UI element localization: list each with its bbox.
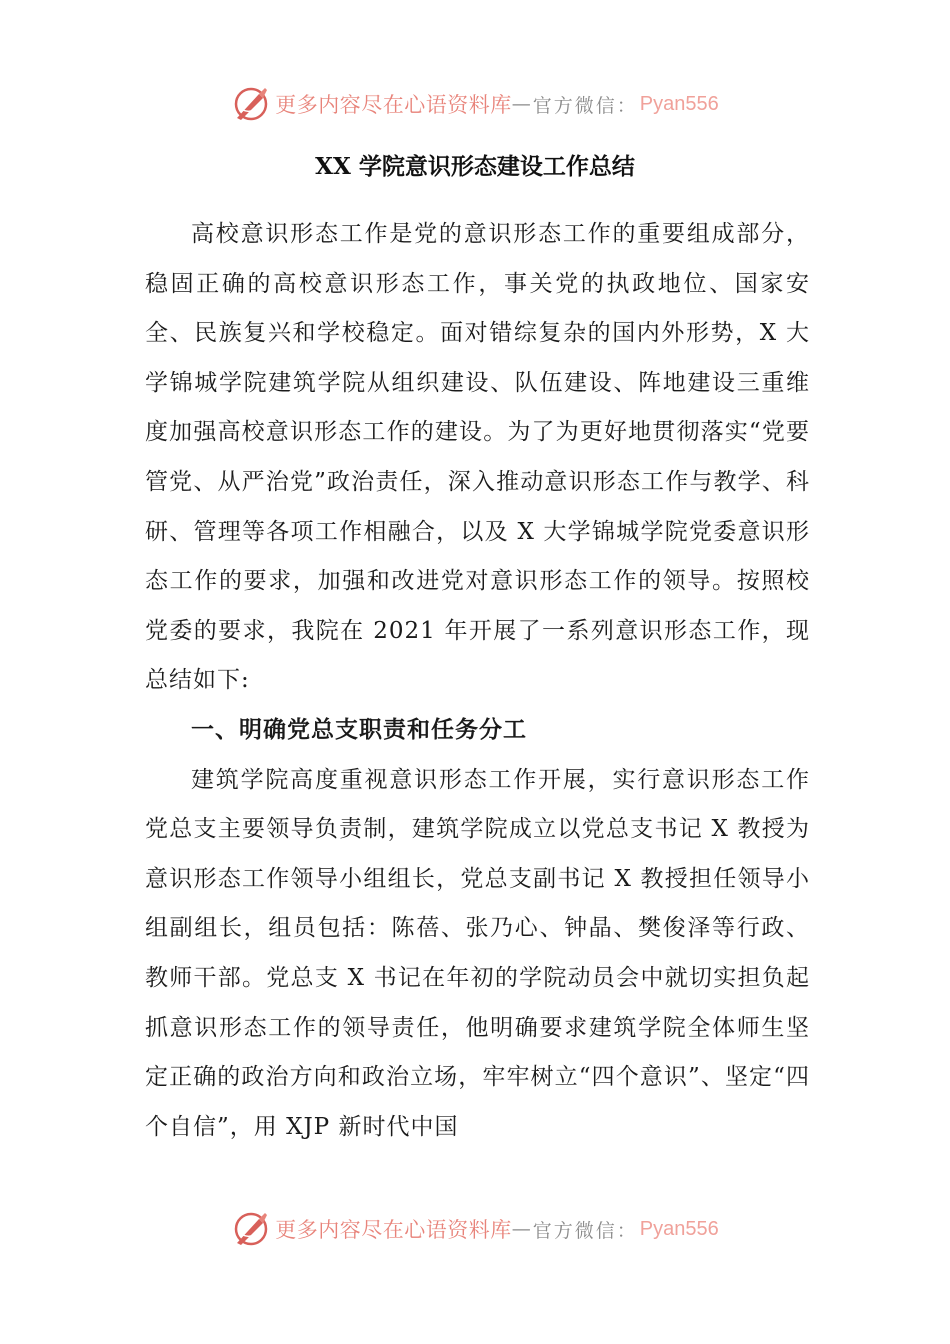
watermark-wechat-id: Pyan556 [639, 92, 719, 115]
watermark-dash: — [511, 93, 533, 115]
section-paragraph: 建筑学院高度重视意识形态工作开展，实行意识形态工作党总支主要领导负责制，建筑学院成立以党总支书记 X 教授为意识形态工作领导小组组长，党总支副书记 X 教授担任领导小组副组长，组员包括：陈蓓、张乃心、钟晶、樊俊泽等行政、教师干部。党总支 X 书记在年初的学院动员会中就切实担负起抓意识形态工作的领导责任，他明确要求建筑学院全体师生坚定正确的政治方向和政治立场，牢牢树立“四个意识”、坚定“四个自信”，用 XJP 新时代中国 [145, 766, 810, 1140]
pen-nib-logo-icon [231, 84, 271, 124]
watermark-wechat-label: 官方微信： [532, 1219, 638, 1242]
watermark-footer [0, 1207, 950, 1251]
watermark-wechat-label: 官方微信： [532, 94, 638, 117]
pen-nib-logo-icon [231, 1209, 271, 1249]
watermark-wechat-id: Pyan556 [639, 1217, 719, 1240]
intro-paragraph: 高校意识形态工作是党的意识形态工作的重要组成部分，稳固正确的高校意识形态工作，事关党的执政地位、国家安全、民族复兴和学校稳定。面对错综复杂的国内外形势，X 大学锦城学院建筑学院从组织建设、队伍建设、阵地建设三重维度加强高校意识形态工作的建设。为了为更好地贯彻落实“党要管党、从严治党”政治责任，深入推动意识形态工作与教学、科研、管理等各项工作相融合，以及 X 大学锦城学院党委意识形态工作的要求，加强和改进党对意识形态工作的领导。按照校党委的要求，我院在 2021 年开展了一系列意识形态工作，现总结如下: [145, 221, 810, 694]
watermark-main-text: 更多内容尽在心语资料库 [275, 1218, 512, 1242]
document-title: XX 学院意识形态建设工作总结 [315, 153, 635, 180]
document-body [145, 210, 810, 1152]
watermark-main-text: 更多内容尽在心语资料库 [275, 93, 512, 117]
section-heading: 一、明确党总支职责和任务分工 [191, 716, 527, 743]
watermark-header [0, 82, 950, 126]
watermark-dash: — [511, 1218, 533, 1240]
